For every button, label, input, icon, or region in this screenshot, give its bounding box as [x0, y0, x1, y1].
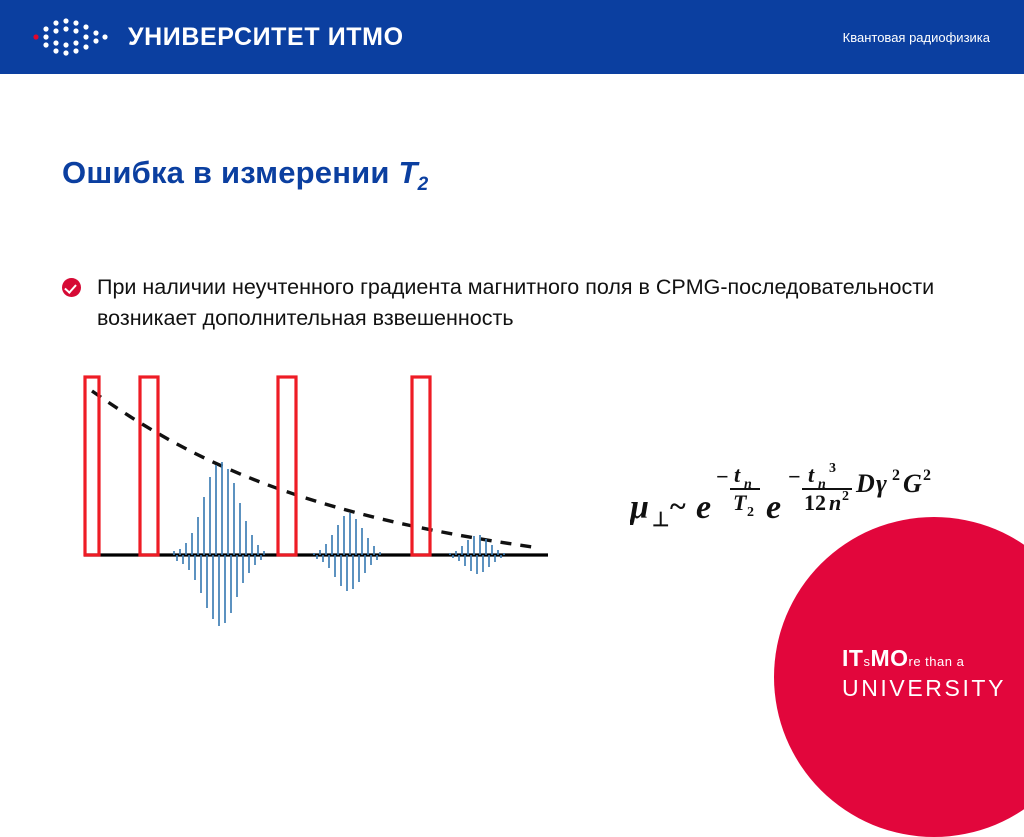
svg-text:t: t: [734, 462, 741, 487]
itmo-dots-icon: [28, 16, 114, 58]
svg-text:e: e: [696, 489, 712, 526]
svg-text:n: n: [744, 477, 752, 492]
svg-text:γ: γ: [876, 469, 887, 498]
svg-text:3: 3: [829, 461, 836, 476]
slide-header: [0, 0, 1024, 74]
svg-text:−: −: [788, 464, 801, 489]
svg-text:12: 12: [804, 490, 826, 515]
rf-pulse: [85, 377, 99, 555]
footer-logo-it: IT: [842, 645, 864, 671]
footer-logo-rethana: re than a: [908, 654, 965, 669]
page-title-subscript: 2: [417, 174, 429, 196]
svg-text:μ: μ: [630, 489, 649, 526]
course-label: Квантовая радиофизика: [842, 30, 990, 45]
footer-logo-line1: [842, 645, 964, 672]
svg-text:T: T: [733, 490, 747, 515]
rf-pulse: [278, 377, 296, 555]
page-title-symbol: T: [398, 155, 418, 190]
rf-pulse-group: [85, 377, 430, 555]
svg-text:−: −: [716, 464, 729, 489]
cpmg-figure-svg: [70, 365, 570, 635]
bullet-item: [62, 272, 982, 334]
svg-text:G: G: [903, 469, 922, 498]
check-circle-icon: [62, 278, 81, 297]
cpmg-echo-decay-diagram: [70, 365, 570, 635]
itmo-logo-text: УНИВЕРСИТЕТ ИТМО: [128, 22, 404, 51]
itmo-logo: [28, 12, 404, 62]
page-title: [62, 155, 428, 196]
svg-text:2: 2: [842, 489, 849, 504]
svg-text:t: t: [808, 462, 815, 487]
svg-text:2: 2: [747, 505, 754, 520]
spin-echo-1: [174, 462, 264, 626]
svg-text:⊥: ⊥: [652, 509, 670, 531]
page-title-text: Ошибка в измерении: [62, 155, 399, 190]
footer-logo-mo: MO: [870, 645, 909, 671]
spin-echo-2: [314, 513, 380, 591]
svg-text:2: 2: [923, 467, 931, 484]
svg-text:2: 2: [892, 467, 900, 484]
itmo-more-than-a-university-logo: [774, 517, 1024, 837]
svg-text:~: ~: [670, 490, 686, 523]
svg-text:n: n: [829, 490, 842, 515]
rf-pulse: [140, 377, 158, 555]
footer-logo-s: s: [863, 654, 871, 669]
svg-text:n: n: [818, 477, 826, 492]
footer-logo-line2: UNIVERSITY: [842, 675, 1007, 701]
itmo-dots-logo: [28, 16, 114, 58]
svg-text:D: D: [856, 469, 875, 498]
svg-text:e: e: [766, 489, 782, 526]
bullet-text: При наличии неучтенного градиента магнитного поля в CPMG-последовательности возникает дополнительная взвешенность: [97, 275, 935, 331]
